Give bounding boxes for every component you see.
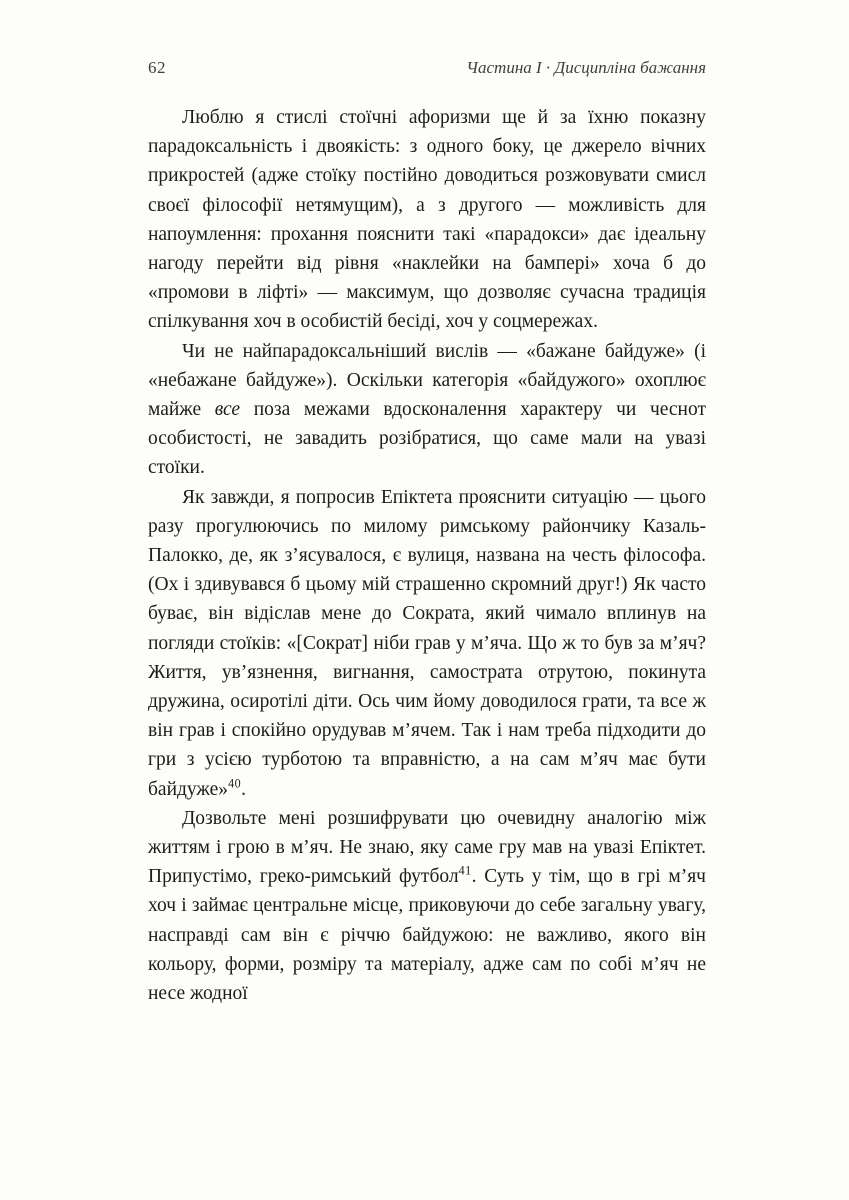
paragraph (148, 103, 706, 337)
page-body (148, 103, 706, 1008)
running-title: Частина I · Дисципліна бажання (466, 58, 706, 77)
footnote-ref: 41 (458, 863, 472, 878)
page-number: 62 (148, 58, 166, 77)
paragraph (148, 483, 706, 804)
text-run: Чи не найпарадоксальніший вислів — «бажане байдуже» (і «небажане байдуже»). Оскільки категорія «байдужого» охоплює майже (148, 340, 706, 421)
text-run: Люблю я стислі стоїчні афоризми ще й за їхню показну парадоксальність і двоякість: з одного боку, це джерело вічних прикростей (адже стоїку постійно доводиться розжовувати смисл своєї філософії нетямущим), а з другого — можливість для напоумлення: прохання пояснити такі «парадокси» дає ідеальну нагоду перейти від рівня «наклейки на бампері» хоча б до «промови в ліфті» — максимум, що дозволяє сучасна традиція спілкування хоч в особистій бесіді, хоч у соцмережах. (148, 107, 706, 333)
paragraph (148, 337, 706, 483)
text-run: Дозвольте мені розшифрувати цю очевидну аналогію між життям і грою в м’яч. Не знаю, яку саме гру мав на увазі Епіктет. Припустімо, греко-римський футбол (148, 807, 706, 888)
footnote-ref: 40 (228, 776, 242, 791)
emphasis-text: все (214, 399, 241, 421)
text-run: Як завжди, я попросив Епіктета прояснити ситуацію — цього разу прогулюючись по милому римському райончику Казаль-Палокко, де, як з’ясувалося, є вулиця, названа на честь філософа. (Ох і здивувався б цьому мій страшенно скромний друг!) Як часто буває, він відіслав мене до Сократа, який чимало вплинув на погляди стоїків: «[Сократ] ніби грав у м’яча. Що ж то був за м’яч? Життя, ув’язнення, вигнання, самострата отрутою, покинута дружина, осиротілі діти. Ось чим йому доводилося грати, та все ж він грав і спокійно орудував м’ячем. Так і нам треба підходити до гри з усією турботою та вправністю, а на сам м’яч має бути байдуже» (148, 486, 706, 800)
text-run: . (241, 778, 247, 800)
text-run: поза межами вдосконалення характеру чи чеснот особистості, не завадить розібратися, що саме мали на увазі стоїки. (148, 399, 706, 479)
text-run: . Суть у тім, що в грі м’яч хоч і займає центральне місце, приковуючи до себе загальну увагу, насправді сам він є річчю байдужою: не важливо, якого він кольору, форми, розміру та матеріалу, адже сам по собі м’яч не несе жодної (148, 866, 706, 1005)
page-header (148, 58, 706, 78)
paragraph (148, 804, 706, 1008)
